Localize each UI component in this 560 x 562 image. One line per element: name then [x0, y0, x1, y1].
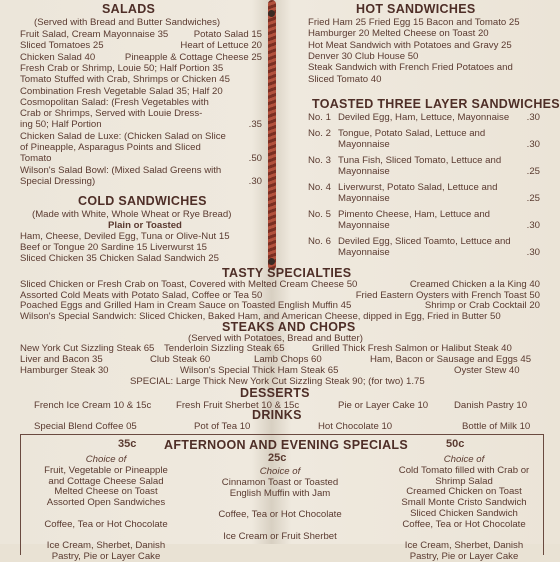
hot-sandwiches-heading: HOT SANDWICHES — [356, 2, 476, 16]
salad-item: Tomato — [20, 153, 52, 165]
toasted-number: No. 3 — [308, 154, 331, 166]
steak-item: Tenderloin Sizzling Steak 65 — [164, 343, 285, 354]
drink-item: Special Blend Coffee 05 — [34, 421, 137, 432]
drink-item: Pot of Tea 10 — [194, 421, 251, 432]
toasted-item: Pimento Cheese, Ham, Lettuce and — [338, 208, 490, 220]
toasted-number: No. 4 — [308, 181, 331, 193]
steak-item: Club Steak 60 — [150, 354, 211, 365]
cold-sandwich-line: Beef or Tongue 20 Sardine 15 Liverwurst 15 — [20, 242, 208, 253]
salad-price: Heart of Lettuce 20 — [180, 40, 262, 52]
cold-sandwiches-subtitle: (Made with White, Whole Wheat or Rye Bread) — [32, 209, 232, 220]
afternoon-heading: AFTERNOON AND EVENING SPECIALS — [164, 438, 408, 452]
afternoon-item: Coffee, Tea or Hot Chocolate — [44, 518, 168, 530]
cold-sandwich-line: Sliced Chicken 35 Chicken Salad Sandwich 25 — [20, 253, 219, 264]
steak-item: Wilson's Special Thick Ham Steak 65 — [180, 365, 339, 376]
toasted-item: Mayonnaise — [338, 220, 390, 231]
tasty-item: Assorted Cold Meats with Potato Salad, Coffee or Tea 50 — [20, 289, 263, 301]
desserts-heading: DESSERTS — [240, 386, 310, 400]
salad-item: Fruit Salad, Cream Mayonnaise 35 — [20, 29, 169, 40]
salad-price: .35 — [248, 119, 262, 131]
steak-item: Lamb Chops 60 — [254, 354, 322, 365]
cold-sandwich-line: Ham, Cheese, Deviled Egg, Tuna or Olive-Nut 15 — [20, 231, 230, 242]
dessert-item: Danish Pastry 10 — [454, 400, 528, 411]
tasty-item: Wilson's Special Sandwich: Sliced Chicken, Baked Ham, and American Cheese, dipped in Egg, Fried in Butter 50 — [20, 310, 501, 322]
afternoon-item: Fruit, Vegetable or Pineapple — [44, 464, 168, 476]
hot-sandwich-line: Fried Ham 25 Fried Egg 15 Bacon and Tomato 25 — [308, 17, 520, 28]
afternoon-item: Coffee, Tea or Hot Chocolate — [218, 509, 342, 521]
afternoon-item: Ice Cream or Fruit Sherbet — [223, 530, 337, 542]
salad-item: Cosmopolitan Salad: (Fresh Vegetables with — [20, 96, 209, 108]
price-50c: 50c — [446, 438, 465, 450]
afternoon-item: English Muffin with Jam — [229, 487, 331, 499]
toasted-item: Tuna Fish, Sliced Tomato, Lettuce and — [338, 154, 502, 166]
cold-sandwiches-note: Plain or Toasted — [108, 220, 182, 231]
afternoon-item: Coffee, Tea or Hot Chocolate — [402, 518, 526, 530]
steak-item: Liver and Bacon 35 — [20, 354, 103, 365]
afternoon-item: and Cottage Cheese Salad — [48, 475, 164, 487]
toasted-price: .30 — [526, 220, 540, 231]
afternoon-item: Small Monte Cristo Sandwich — [401, 497, 527, 509]
afternoon-item: Pastry, Pie or Layer Cake — [409, 551, 519, 562]
toasted-item: Mayonnaise — [338, 247, 390, 258]
cold-sandwiches-heading: COLD SANDWICHES — [78, 194, 207, 208]
dessert-item: French Ice Cream 10 & 15c — [34, 400, 152, 411]
salads-heading: SALADS — [102, 2, 156, 16]
tasty-price: Creamed Chicken a la King 40 — [409, 279, 540, 290]
tasty-price: Shrimp or Crab Cocktail 20 — [424, 300, 540, 311]
toasted-item: Mayonnaise — [338, 139, 390, 150]
salads-subtitle: (Served with Bread and Butter Sandwiches) — [34, 17, 221, 28]
afternoon-item: Cold Tomato filled with Crab or — [398, 464, 530, 476]
salad-item: of Pineapple, Asparagus Points and Sliced — [20, 142, 201, 153]
toasted-price: .25 — [526, 193, 540, 204]
hot-sandwich-line: Hot Meat Sandwich with Potatoes and Gravy 25 — [308, 39, 512, 51]
toasted-item: Tongue, Potato Salad, Lettuce and — [338, 127, 486, 139]
salad-item: Tomato Stuffed with Crab, Shrimps or Chicken 45 — [20, 74, 230, 86]
salad-price: Potato Salad 15 — [193, 29, 262, 40]
toasted-price: .30 — [526, 247, 540, 258]
tasty-price: Fried Eastern Oysters with French Toast 50 — [355, 289, 540, 301]
salad-item: Combination Fresh Vegetable Salad 35; Half 20 — [20, 85, 223, 97]
salad-price: .30 — [248, 175, 262, 187]
tasty-item: Sliced Chicken or Fresh Crab on Toast, Covered with Melted Cream Cheese 50 — [20, 279, 358, 290]
afternoon-item: Assorted Open Sandwiches — [46, 497, 166, 509]
toasted-number: No. 5 — [308, 208, 331, 220]
afternoon-item: Pastry, Pie or Layer Cake — [51, 551, 161, 562]
toasted-price: .25 — [526, 166, 540, 177]
toasted-item: Mayonnaise — [338, 166, 390, 177]
drink-item: Hot Chocolate 10 — [318, 421, 393, 432]
salad-item: ing 50; Half Portion — [20, 119, 102, 131]
toasted-number: No. 2 — [308, 127, 331, 139]
salad-item: Special Dressing) — [20, 175, 96, 187]
steak-item: Ham, Bacon or Sausage and Eggs 45 — [370, 354, 532, 365]
salad-price: .50 — [248, 153, 262, 165]
steak-item: Hamburger Steak 30 — [20, 365, 109, 376]
salad-item: Wilson's Salad Bowl: (Mixed Salad Greens with — [20, 164, 222, 176]
toasted-number: No. 6 — [308, 235, 331, 247]
afternoon-item: Cinnamon Toast or Toasted — [221, 476, 339, 488]
salad-price: Pineapple & Cottage Cheese 25 — [124, 51, 262, 63]
hot-sandwich-line: Steak Sandwich with French Fried Potatoes and — [308, 62, 513, 74]
hot-sandwich-line: Denver 30 Club House 50 — [308, 50, 419, 62]
toasted-item: Mayonnaise — [338, 193, 390, 204]
tasty-heading: TASTY SPECIALTIES — [222, 266, 352, 280]
salad-item: Chicken Salad 40 — [20, 51, 96, 63]
steaks-special: SPECIAL: Large Thick New York Cut Sizzling Steak 90; (for two) 1.75 — [130, 376, 425, 387]
toasted-item: Deviled Egg, Ham, Lettuce, Mayonnaise — [338, 112, 510, 123]
hot-sandwich-line: Sliced Tomato 40 — [308, 73, 382, 85]
afternoon-item: Choice of — [85, 454, 127, 465]
drinks-heading: DRINKS — [252, 408, 302, 422]
afternoon-item: Choice of — [443, 454, 485, 465]
dessert-item: Pie or Layer Cake 10 — [338, 400, 429, 411]
afternoon-item: Shrimp Salad — [435, 475, 493, 487]
toasted-item: Liverwurst, Potato Salad, Lettuce and — [338, 181, 498, 193]
afternoon-item: Sliced Chicken Sandwich — [410, 508, 518, 519]
toasted-price: .30 — [526, 139, 540, 150]
afternoon-item: Choice of — [259, 466, 301, 477]
steak-item: Oyster Stew 40 — [454, 365, 520, 376]
afternoon-item: Ice Cream, Sherbet, Danish — [404, 540, 524, 552]
hot-sandwich-line: Hamburger 20 Melted Cheese on Toast 20 — [308, 28, 489, 40]
drink-item: Bottle of Milk 10 — [462, 421, 531, 432]
toasted-heading: TOASTED THREE LAYER SANDWICHES — [312, 97, 560, 111]
afternoon-item: Melted Cheese on Toast — [54, 486, 158, 498]
salad-item: Crab or Shrimps, Served with Louie Dress- — [20, 108, 203, 120]
price-35c: 35c — [118, 438, 137, 450]
cord-hole — [268, 258, 275, 265]
toasted-item: Deviled Egg, Sliced Toamto, Lettuce and — [338, 235, 511, 247]
steaks-subtitle: (Served with Potatoes, Bread and Butter) — [188, 333, 363, 344]
cord-hole — [268, 10, 275, 17]
toasted-price: .30 — [526, 112, 540, 123]
steak-item: New York Cut Sizzling Steak 65 — [20, 343, 155, 354]
toasted-number: No. 1 — [308, 112, 331, 123]
steak-item: Grilled Thick Fresh Salmon or Halibut Steak 40 — [312, 343, 512, 354]
dessert-item: Fresh Fruit Sherbet 10 & 15c — [176, 400, 300, 411]
afternoon-item: Ice Cream, Sherbet, Danish — [46, 540, 166, 552]
price-25c: 25c — [268, 452, 287, 464]
binding-cord — [268, 0, 276, 270]
salad-item: Fresh Crab or Shrimp, Louie 50; Half Portion 35 — [20, 62, 224, 74]
steaks-heading: STEAKS AND CHOPS — [222, 320, 356, 334]
salad-item: Chicken Salad de Luxe: (Chicken Salad on Slice — [20, 130, 226, 142]
salad-item: Sliced Tomatoes 25 — [20, 40, 104, 52]
afternoon-item: Creamed Chicken on Toast — [406, 486, 522, 498]
tasty-item: Poached Eggs and Grilled Ham in Cream Sauce on Toasted English Muffin 45 — [20, 300, 352, 311]
